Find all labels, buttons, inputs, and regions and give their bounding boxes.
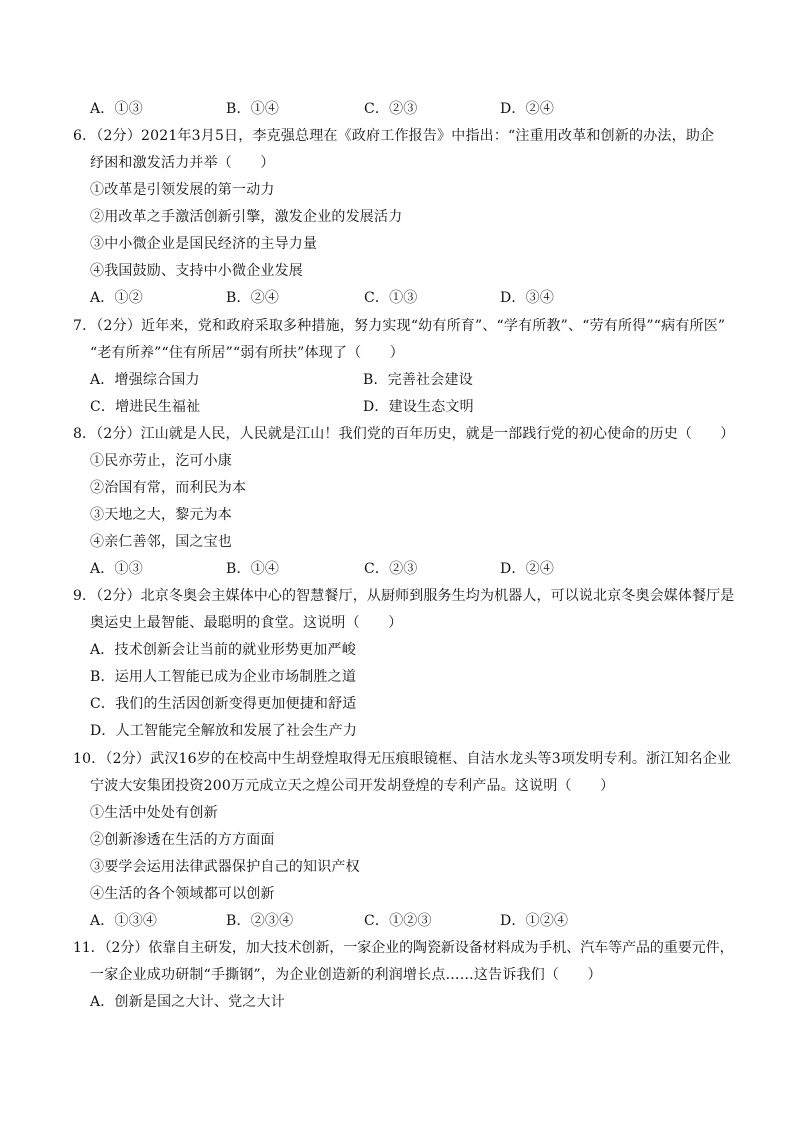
q8-option-d[interactable]: D．②④ xyxy=(500,561,555,577)
q10-stem-line1: 10．（2分）武汉16岁的在校高中生胡登煌取得无压痕眼镜框、自洁水龙头等3项发明专利。浙江知名企业 xyxy=(73,751,732,767)
q10-item-2: ②创新渗透在生活的方方面面 xyxy=(90,832,275,848)
q9-option-a[interactable]: A．技术创新会让当前的就业形势更加严峻 xyxy=(90,642,356,658)
q8-item-4: ④亲仁善邻，国之宝也 xyxy=(90,534,232,550)
q10-option-a[interactable]: A．①③④ xyxy=(90,913,158,929)
q10-item-4: ④生活的各个领域都可以创新 xyxy=(90,886,275,902)
q10-item-3: ③要学会运用法律武器保护自己的知识产权 xyxy=(90,859,360,875)
q5-option-c[interactable]: C．②③ xyxy=(364,101,418,117)
q7-stem-line2: “老有所养”“住有所居”“弱有所扶”体现了（ ） xyxy=(90,345,404,361)
q6-option-c[interactable]: C．①③ xyxy=(364,290,418,306)
q10-item-1: ①生活中处处有创新 xyxy=(90,805,218,821)
q10-stem-line2: 宁波大安集团投资200万元成立天之煌公司开发胡登煌的专利产品。这说明（ ） xyxy=(90,778,615,794)
q7-option-c[interactable]: C．增进民生福祉 xyxy=(90,399,201,415)
q5-option-d[interactable]: D．②④ xyxy=(500,101,555,117)
q8-option-a[interactable]: A．①③ xyxy=(90,561,143,577)
q9-stem-line2: 奥运史上最智能、最聪明的食堂。这说明（ ） xyxy=(90,615,403,631)
q9-option-c[interactable]: C．我们的生活因创新变得更加便捷和舒适 xyxy=(90,696,357,712)
q8-stem-line1: 8．（2分）江山就是人民，人民就是江山！我们党的百年历史，就是一部践行党的初心使命的历史（ ） xyxy=(73,426,735,442)
q7-option-d[interactable]: D．建设生态文明 xyxy=(363,399,474,415)
q6-item-2: ②用改革之手激活创新引擎，激发企业的发展活力 xyxy=(90,209,403,225)
q6-option-b[interactable]: B．②④ xyxy=(226,290,280,306)
q11-stem-line2: 一家企业成功研制“手撕钢”，为企业创造新的利润增长点……这告诉我们（ ） xyxy=(90,967,602,983)
q9-option-d[interactable]: D．人工智能完全解放和发展了社会生产力 xyxy=(90,723,358,739)
q6-option-d[interactable]: D．③④ xyxy=(500,290,555,306)
q10-option-b[interactable]: B．②③④ xyxy=(226,913,294,929)
q10-option-c[interactable]: C．①②③ xyxy=(364,913,432,929)
q8-item-3: ③天地之大，黎元为本 xyxy=(90,507,232,523)
q8-option-c[interactable]: C．②③ xyxy=(364,561,418,577)
q8-item-2: ②治国有常，而利民为本 xyxy=(90,480,247,496)
q10-option-d[interactable]: D．①②④ xyxy=(500,913,569,929)
q9-stem-line1: 9．（2分）北京冬奥会主媒体中心的智慧餐厅，从厨师到服务生均为机器人，可以说北京冬奥会媒体餐厅是 xyxy=(73,588,735,604)
q8-option-b[interactable]: B．①④ xyxy=(226,561,280,577)
q6-item-1: ①改革是引领发展的第一动力 xyxy=(90,182,275,198)
q6-stem-line2: 纾困和激发活力并举（ ） xyxy=(90,155,275,171)
q8-item-1: ①民亦劳止，汔可小康 xyxy=(90,453,232,469)
q5-option-b[interactable]: B．①④ xyxy=(226,101,280,117)
q7-stem-line1: 7．（2分）近年来，党和政府采取多种措施，努力实现“幼有所育”、“学有所教”、“劳有所得”“病有所医” xyxy=(73,318,726,334)
q6-stem-line1: 6．（2分）2021年3月5日，李克强总理在《政府工作报告》中指出：“注重用改革和创新的办法，助企 xyxy=(73,128,715,144)
q7-option-a[interactable]: A．增强综合国力 xyxy=(90,372,200,388)
q5-option-a[interactable]: A．①③ xyxy=(90,101,143,117)
q11-stem-line1: 11．（2分）依靠自主研发，加大技术创新，一家企业的陶瓷新设备材料成为手机、汽车等产品的重要元件， xyxy=(73,940,734,956)
q6-item-3: ③中小微企业是国民经济的主导力量 xyxy=(90,236,318,252)
q11-option-a[interactable]: A．创新是国之大计、党之大计 xyxy=(90,994,285,1010)
q7-option-b[interactable]: B．完善社会建设 xyxy=(363,372,473,388)
q6-option-a[interactable]: A．①② xyxy=(90,290,143,306)
q9-option-b[interactable]: B．运用人工智能已成为企业市场制胜之道 xyxy=(90,669,357,685)
q6-item-4: ④我国鼓励、支持中小微企业发展 xyxy=(90,263,303,279)
